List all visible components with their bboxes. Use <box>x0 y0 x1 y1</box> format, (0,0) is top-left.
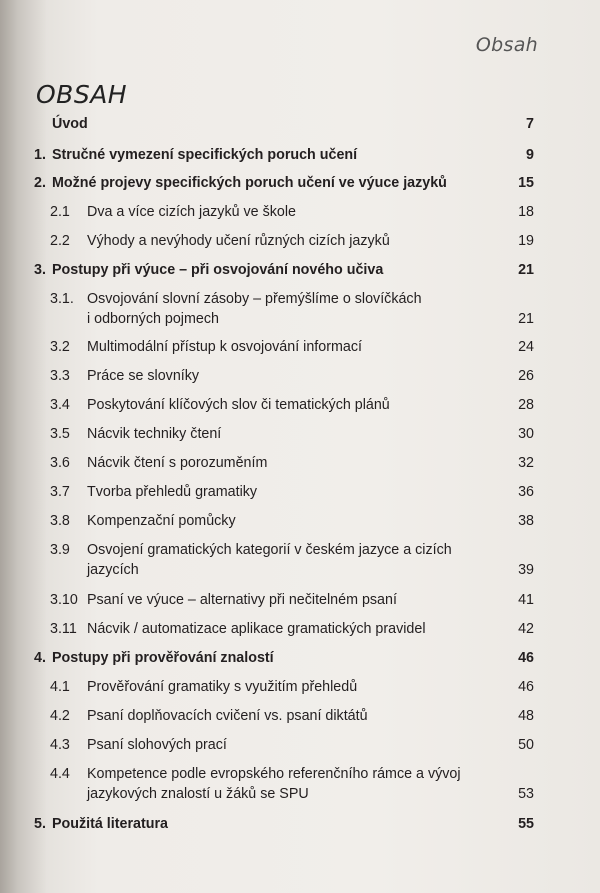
toc-entry-number: 3.6 <box>50 455 70 471</box>
toc-entry-title: Možné projevy specifických poruch učení ve výuce jazyků <box>52 175 447 191</box>
toc-entry-title: Osvojení gramatických kategorií v českém jazyce a cizích <box>87 542 452 558</box>
toc-entry-page: 41 <box>518 592 534 608</box>
toc-entry-page: 7 <box>526 116 534 132</box>
toc-entry-title: Prověřování gramatiky s využitím přehledů <box>87 679 358 695</box>
toc-entry-number: 3.9 <box>50 542 70 558</box>
toc-entry-title: Poskytování klíčových slov či tematických plánů <box>87 397 390 413</box>
toc-entry-number: 5. <box>34 816 46 832</box>
toc-entry-title: Postupy při výuce – při osvojování nového učiva <box>52 262 384 278</box>
toc-entry-title: Úvod <box>52 116 88 132</box>
toc-entry-number: 3. <box>34 262 46 278</box>
toc-entry-page: 55 <box>518 816 534 832</box>
toc-entry-number: 3.10 <box>50 592 78 608</box>
toc-entry-page: 9 <box>526 147 534 163</box>
toc-entry-number: 3.8 <box>50 513 70 529</box>
toc-entry-page: 21 <box>518 311 534 327</box>
toc-entry-number: 3.7 <box>50 484 70 500</box>
toc-entry-title-continued: jazykových znalostí u žáků se SPU <box>87 786 309 802</box>
toc-entry-title: Osvojování slovní zásoby – přemýšlíme o slovíčkách <box>87 291 422 307</box>
toc-entry-number: 4.1 <box>50 679 70 695</box>
toc-entry-title: Postupy při prověřování znalostí <box>52 650 274 666</box>
toc-entry-title: Multimodální přístup k osvojování informací <box>87 339 362 355</box>
running-head: Obsah <box>475 34 538 56</box>
toc-entry-number: 4.2 <box>50 708 70 724</box>
toc-entry-page: 46 <box>518 679 534 695</box>
toc-entry-title: Práce se slovníky <box>87 368 200 384</box>
toc-entry-title: Nácvik / automatizace aplikace gramatických pravidel <box>87 621 426 637</box>
toc-entry-page: 42 <box>518 621 534 637</box>
toc-entry-number: 2. <box>34 175 46 191</box>
toc-entry-title-continued: i odborných pojmech <box>87 311 219 327</box>
toc-entry-title: Stručné vymezení specifických poruch učení <box>52 147 358 163</box>
toc-entry-page: 24 <box>518 339 534 355</box>
toc-entry-title: Tvorba přehledů gramatiky <box>87 484 258 500</box>
toc-entry-page: 18 <box>518 204 534 220</box>
toc-entry-number: 2.1 <box>50 204 70 220</box>
toc-entry-title: Psaní ve výuce – alternativy při nečitelném psaní <box>87 592 397 608</box>
toc-entry-title: Kompenzační pomůcky <box>87 513 236 529</box>
toc-entry-page: 36 <box>518 484 534 500</box>
toc-entry-title: Kompetence podle evropského referenčního rámce a vývoj <box>87 766 461 782</box>
toc-entry-page: 50 <box>518 737 534 753</box>
toc-entry-title: Nácvik techniky čtení <box>87 426 222 442</box>
toc-entry-number: 4.4 <box>50 766 70 782</box>
toc-entry-3-1[interactable] <box>0 288 600 332</box>
toc-entry-title: Výhody a nevýhody učení různých cizích jazyků <box>87 233 390 249</box>
toc-entry-page: 28 <box>518 397 534 413</box>
toc-entry-page: 15 <box>518 175 534 191</box>
toc-entry-title: Použitá literatura <box>52 816 168 832</box>
toc-entry-number: 4.3 <box>50 737 70 753</box>
toc-entry-page: 21 <box>518 262 534 278</box>
toc-entry-page: 53 <box>518 786 534 802</box>
toc-entry-page: 32 <box>518 455 534 471</box>
toc-entry-title: Dva a více cizích jazyků ve škole <box>87 204 296 220</box>
toc-entry-page: 38 <box>518 513 534 529</box>
toc-entry-number: 1. <box>34 147 46 163</box>
page-title: OBSAH <box>36 80 128 109</box>
toc-entry-page: 30 <box>518 426 534 442</box>
toc-entry-title: Psaní slohových prací <box>87 737 227 753</box>
toc-entry-title: Psaní doplňovacích cvičení vs. psaní diktátů <box>87 708 368 724</box>
toc-entry-page: 26 <box>518 368 534 384</box>
toc-entry-number: 2.2 <box>50 233 70 249</box>
toc-entry-title: Nácvik čtení s porozuměním <box>87 455 268 471</box>
toc-entry-page: 39 <box>518 562 534 578</box>
toc-entry-number: 3.2 <box>50 339 70 355</box>
toc-entry-number: 3.1. <box>50 291 74 307</box>
toc-entry-3-9[interactable] <box>0 539 600 583</box>
toc-entry-number: 4. <box>34 650 46 666</box>
toc-entry-4-4[interactable] <box>0 763 600 807</box>
toc-entry-number: 3.11 <box>50 621 77 637</box>
toc-entry-page: 46 <box>518 650 534 666</box>
toc-entry-title-continued: jazycích <box>87 562 139 578</box>
toc-entry-number: 3.3 <box>50 368 70 384</box>
toc-entry-page: 48 <box>518 708 534 724</box>
toc-entry-number: 3.5 <box>50 426 70 442</box>
toc-entry-number: 3.4 <box>50 397 70 413</box>
toc-entry-page: 19 <box>518 233 534 249</box>
